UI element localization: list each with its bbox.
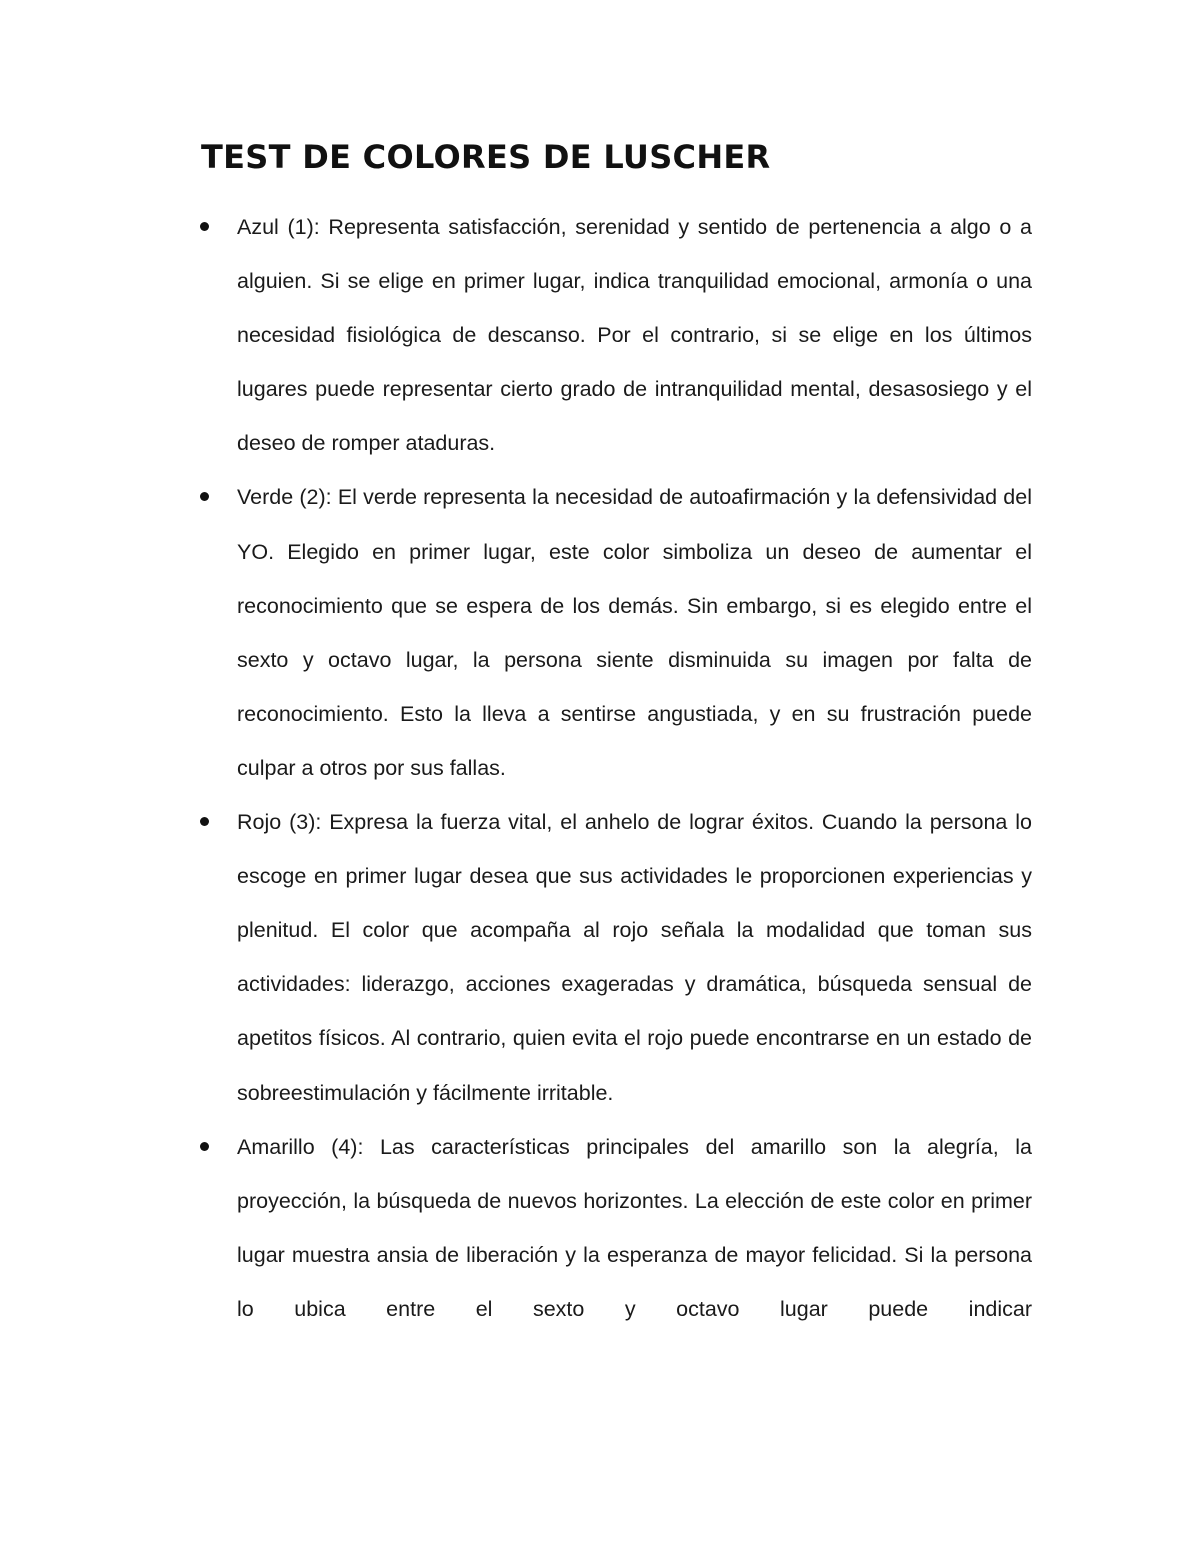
list-item-text: Azul (1): Representa satisfacción, serenidad y sentido de pertenencia a algo o a alguien. Si se elige en primer lugar, indica tranquilidad emocional, armonía o una necesidad fisiológica de descanso. Por el contrario, si se elige en los últimos lugares puede representar cierto grado de intranquilidad mental, desasosiego y el deseo de romper ataduras. bbox=[237, 215, 1032, 456]
bullet-list bbox=[237, 200, 1032, 1336]
list-item-rojo bbox=[237, 795, 1032, 1120]
bullet-icon bbox=[200, 222, 209, 231]
bullet-icon bbox=[200, 1142, 209, 1151]
list-item-azul bbox=[237, 200, 1032, 470]
list-item-amarillo bbox=[237, 1120, 1032, 1336]
list-item-text: Rojo (3): Expresa la fuerza vital, el anhelo de lograr éxitos. Cuando la persona lo escoge en primer lugar desea que sus actividades le proporcionen experiencias y plenitud. El color que acompaña al rojo señala la modalidad que toman sus actividades: liderazgo, acciones exageradas y dramática, búsqueda sensual de apetitos físicos. Al contrario, quien evita el rojo puede encontrarse en un estado de sobreestimulación y fácilmente irritable. bbox=[237, 810, 1032, 1105]
bullet-icon bbox=[200, 817, 209, 826]
list-item-text: Amarillo (4): Las características principales del amarillo son la alegría, la proyección, la búsqueda de nuevos horizontes. La elección de este color en primer lugar muestra ansia de liberación y la esperanza de mayor felicidad. Si la persona lo ubica entre el sexto y octavo lugar puede indicar bbox=[237, 1134, 1032, 1321]
document-title: TEST DE COLORES DE LUSCHER bbox=[201, 138, 771, 176]
bullet-icon bbox=[200, 492, 209, 501]
list-item-verde bbox=[237, 470, 1032, 795]
list-item-text: Verde (2): El verde representa la necesidad de autoafirmación y la defensividad del YO. Elegido en primer lugar, este color simboliza un deseo de aumentar el reconocimiento que se espera de los demás. Sin embargo, si es elegido entre el sexto y octavo lugar, la persona siente disminuida su imagen por falta de reconocimiento. Esto la lleva a sentirse angustiada, y en su frustración puede culpar a otros por sus fallas. bbox=[237, 485, 1032, 780]
